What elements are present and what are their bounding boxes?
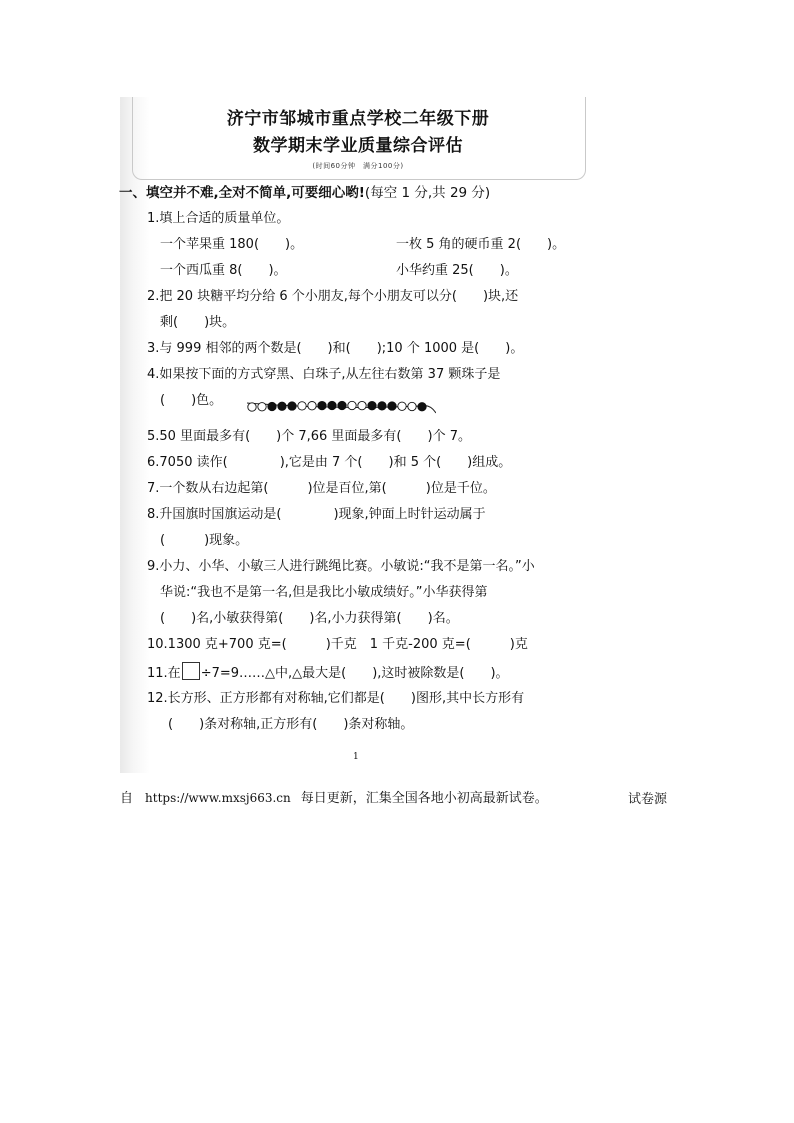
source-tagline: 每日更新，汇集全国各地小初高最新试卷。 [300, 791, 548, 806]
question-11-suffix: ÷7=9……△中,△最大是( ),这时被除数是( )。 [200, 666, 509, 681]
question-9-line2: 华说:“我也不是第一名,但是我比小敏成绩好。”小华获得第 [160, 585, 488, 600]
black-bead [328, 401, 336, 409]
answer-box [182, 662, 200, 680]
black-bead [268, 402, 276, 410]
question-2-line1: 2.把 20 块糖平均分给 6 个小朋友,每个小朋友可以分( )块,还 [147, 289, 519, 304]
question-3: 3.与 999 相邻的两个数是( )和( );10 个 1000 是( )。 [147, 341, 524, 356]
white-bead [308, 402, 316, 410]
question-8-line2: ( )现象。 [160, 533, 249, 548]
section-1-heading [119, 184, 490, 202]
black-bead [388, 402, 396, 410]
question-9-line1: 9.小力、小华、小敏三人进行跳绳比赛。小敏说:“我不是第一名。”小 [147, 559, 535, 574]
question-8-line1: 8.升国旗时国旗运动是( )现象,钟面上时针运动属于 [147, 507, 486, 522]
black-bead [288, 402, 296, 410]
question-1: 1.填上合适的质量单位。 [147, 211, 290, 226]
question-2-line2: 剩( )块。 [160, 315, 236, 330]
question-6: 6.7050 读作( ),它是由 7 个( )和 5 个( )组成。 [147, 455, 512, 470]
question-4-line2: ( )色。 [160, 393, 223, 408]
white-bead [258, 403, 266, 411]
black-bead [378, 402, 386, 410]
white-bead [348, 401, 356, 409]
source-label: 试卷源 [628, 792, 668, 807]
white-bead [298, 402, 306, 410]
question-12-line2: ( )条对称轴,正方形有( )条对称轴。 [168, 717, 414, 732]
white-bead [248, 403, 256, 411]
question-1d: 小华约重 25( )。 [396, 263, 518, 278]
white-bead [398, 402, 406, 410]
white-bead [408, 402, 416, 410]
black-bead [278, 402, 286, 410]
section-1-title: 一、填空并不难,全对不简单,可要细心哟! [119, 185, 365, 201]
question-11-prefix: 11.在 [147, 666, 181, 681]
question-11 [147, 662, 509, 683]
black-bead [318, 401, 326, 409]
question-4-line1: 4.如果按下面的方式穿黑、白珠子,从左往右数第 37 颗珠子是 [147, 367, 501, 382]
question-9-line3: ( )名,小敏获得第( )名,小力获得第( )名。 [160, 611, 459, 626]
question-1b: 一枚 5 角的硬币重 2( )。 [396, 237, 566, 252]
bead-string-figure [246, 396, 436, 416]
source-prefix: 自 [120, 791, 134, 806]
question-12-line1: 12.长方形、正方形都有对称轴,它们都是( )图形,其中长方形有 [147, 691, 525, 706]
question-5: 5.50 里面最多有( )个 7,66 里面最多有( )个 7。 [147, 429, 471, 444]
exam-title-line1: 济宁市邹城市重点学校二年级下册 [226, 109, 490, 129]
black-bead [338, 401, 346, 409]
question-1c: 一个西瓜重 8( )。 [160, 263, 287, 278]
source-footer [120, 787, 548, 806]
question-7: 7.一个数从右边起第( )位是百位,第( )位是千位。 [147, 481, 496, 496]
question-1a: 一个苹果重 180( )。 [160, 237, 304, 252]
black-bead [368, 402, 376, 410]
exam-title-line2: 数学期末学业质量综合评估 [253, 136, 463, 156]
exam-subtitle: (时间60分钟 满分100分) [312, 162, 404, 170]
page-number: 1 [353, 752, 359, 762]
white-bead [358, 401, 366, 409]
source-url: https://www.mxsj663.cn [145, 791, 291, 805]
black-bead [418, 403, 426, 411]
section-1-points: (每空 1 分,共 29 分) [364, 185, 491, 201]
question-10: 10.1300 克+700 克=( )千克 1 千克-200 克=( )克 [147, 637, 528, 652]
